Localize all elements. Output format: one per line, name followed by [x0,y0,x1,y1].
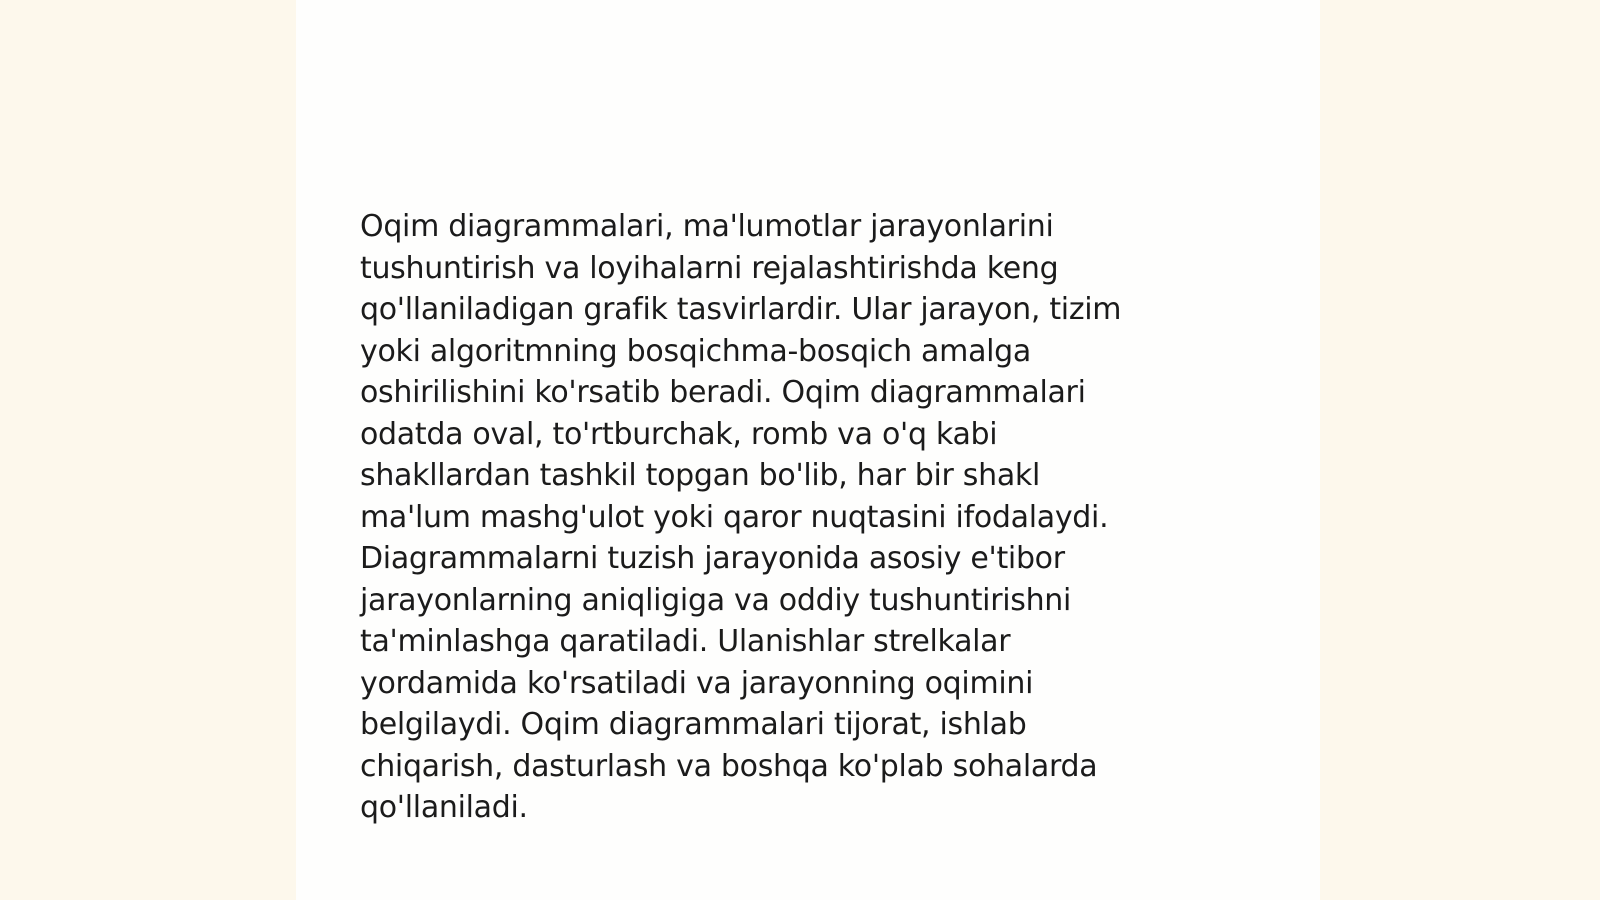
body-line: shakllardan tashkil topgan bo'lib, har bir shakl [360,458,1041,493]
slide-body-text [360,206,1240,829]
slide-canvas [296,0,1320,900]
body-line: ma'lum mashg'ulot yoki qaror nuqtasini ifodalaydi. [360,499,1109,535]
body-line: tushuntirish va loyihalarni rejalashtirishda keng [360,250,1059,286]
body-line: Oqim diagrammalari, ma'lumotlar jarayonlarini [360,209,1054,244]
body-line: yordamida ko'rsatiladi va jarayonning oqimini [360,665,1034,701]
body-line: qo'llaniladigan grafik tasvirlardir. Ular jarayon, tizim [360,292,1122,327]
body-line: ta'minlashga qaratiladi. Ulanishlar strelkalar [360,624,1011,659]
body-line: oshirilishini ko'rsatib beradi. Oqim diagrammalari [360,375,1086,410]
body-line: yoki algoritmning bosqichma-bosqich amalga [360,333,1032,369]
body-line: chiqarish, dasturlash va boshqa ko'plab sohalarda [360,748,1098,784]
body-line: Diagrammalarni tuzish jarayonida asosiy e'tibor [360,541,1065,576]
body-line: odatda oval, to'rtburchak, romb va o'q kabi [360,416,998,452]
body-line: jarayonlarning aniqligiga va oddiy tushuntirishni [360,582,1072,618]
body-line: qo'llaniladi. [360,790,528,825]
body-line: belgilaydi. Oqim diagrammalari tijorat, ishlab [360,707,1027,742]
